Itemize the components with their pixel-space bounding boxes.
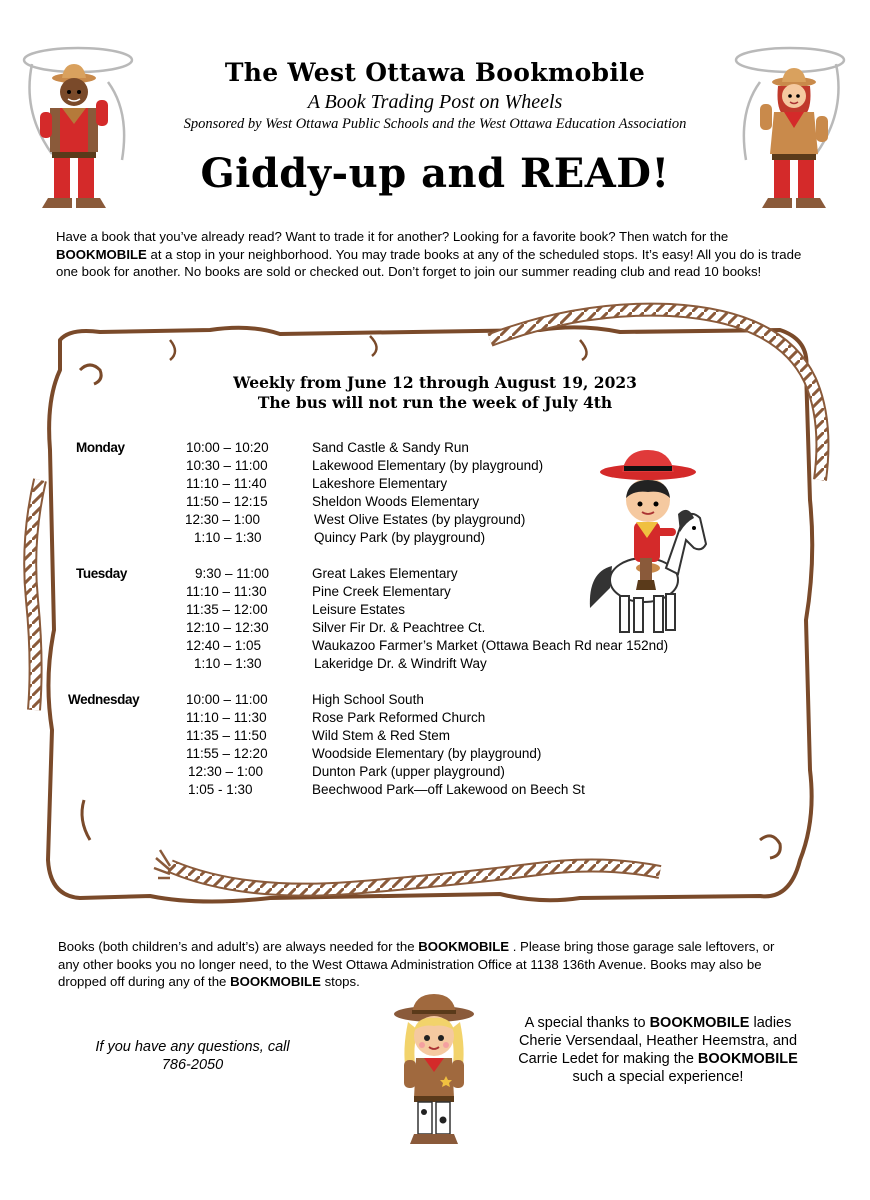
- stop-time: 9:30 – 11:00: [195, 566, 270, 581]
- stop-time: 1:05 - 1:30: [188, 782, 253, 797]
- cowgirl-icon: [388, 990, 480, 1150]
- stop-place: West Olive Estates (by playground): [314, 512, 526, 527]
- books-paragraph: [58, 938, 798, 991]
- books-text-continued: . Please bring those garage sale leftovers, or any other books you no longer need, to the West Ottawa Administration Office at 1138 136th Avenue. Books may also be dropped off during any of the: [58, 939, 775, 989]
- day-label-wednesday: Wednesday: [68, 692, 140, 707]
- stop-time: 11:55 – 12:20: [186, 746, 268, 761]
- stop-place: Quincy Park (by playground): [314, 530, 486, 545]
- stop-time: 11:50 – 12:15: [186, 494, 268, 509]
- intro-text-continued: at a stop in your neighborhood. You may trade books at any of the scheduled stops. It’s easy! All you do is trade one book for another. No books are sold or checked out. Don’t forget to join our summer reading club and read 10 books!: [56, 246, 802, 279]
- headline: Giddy-up and READ!: [200, 150, 670, 197]
- stop-place: Lakeshore Elementary: [312, 476, 448, 491]
- thanks-message: [518, 1014, 798, 1086]
- stop-place: Sheldon Woods Elementary: [312, 494, 480, 509]
- schedule-exception: The bus will not run the week of July 4th: [257, 393, 613, 412]
- questions-contact: [80, 1038, 305, 1074]
- schedule-dates: Weekly from June 12 through August 19, 2023: [233, 373, 637, 392]
- books-bookmobile-2: BOOKMOBILE: [230, 974, 321, 989]
- cowgirl-with-lasso-icon: [732, 42, 850, 214]
- stop-place: Silver Fir Dr. & Peachtree Ct.: [312, 620, 486, 635]
- stop-time: 1:10 – 1:30: [194, 656, 262, 671]
- stop-time: 12:30 – 1:00: [185, 512, 261, 527]
- thanks-bookmobile: BOOKMOBILE: [649, 1015, 750, 1031]
- stop-time: 11:35 – 12:00: [186, 602, 268, 617]
- books-text-end: stops.: [320, 974, 360, 989]
- intro-paragraph: [56, 228, 816, 281]
- stop-place: Beechwood Park—off Lakewood on Beech St: [312, 782, 585, 797]
- intro-text: Have a book that you’ve already read? Want to trade it for another? Looking for a favorite book? Then watch for the: [56, 229, 729, 244]
- page-title: The West Ottawa Bookmobile: [224, 58, 646, 87]
- stop-place: Great Lakes Elementary: [312, 566, 458, 581]
- thanks-text: A special thanks to: [524, 1015, 650, 1031]
- stop-time: 10:00 – 10:20: [186, 440, 269, 455]
- stop-place: Dunton Park (upper playground): [312, 764, 505, 779]
- stop-time: 12:30 – 1:00: [188, 764, 264, 779]
- books-text: Books (both children’s and adult’s) are always needed for the: [58, 939, 419, 954]
- day-label-monday: Monday: [76, 440, 125, 455]
- sponsor-line: Sponsored by West Ottawa Public Schools and the West Ottawa Education Association: [183, 116, 687, 132]
- stop-time: 11:10 – 11:40: [186, 476, 267, 491]
- stop-time: 10:30 – 11:00: [186, 458, 268, 473]
- stop-time: 11:35 – 11:50: [186, 728, 267, 743]
- stop-place: Pine Creek Elementary: [312, 584, 451, 599]
- books-bookmobile: BOOKMOBILE: [418, 939, 510, 954]
- stop-place: High School South: [312, 692, 424, 707]
- day-label-tuesday: Tuesday: [76, 566, 127, 581]
- stop-time: 12:40 – 1:05: [186, 638, 262, 653]
- thanks-text-continued: ladies Cherie Versendaal, Heather Heemstra, and Carrie Ledet for making the: [518, 1015, 798, 1067]
- stop-time: 10:00 – 11:00: [186, 692, 268, 707]
- stop-place: Waukazoo Farmer’s Market (Ottawa Beach Rd near 152nd): [312, 638, 669, 653]
- schedule-heading: [150, 373, 720, 413]
- stop-time: 1:10 – 1:30: [194, 530, 262, 545]
- cowboy-on-horse-icon: [582, 448, 712, 640]
- questions-text: If you have any questions, call: [95, 1039, 290, 1055]
- stop-place: Woodside Elementary (by playground): [312, 746, 542, 761]
- thanks-text-end: such a special experience!: [572, 1069, 744, 1085]
- page-subtitle: A Book Trading Post on Wheels: [307, 91, 563, 113]
- intro-bookmobile: BOOKMOBILE: [56, 246, 147, 262]
- stop-place: Sand Castle & Sandy Run: [312, 440, 469, 455]
- thanks-bookmobile-2: BOOKMOBILE: [697, 1051, 798, 1067]
- stop-place: Rose Park Reformed Church: [312, 710, 486, 725]
- stop-time: 12:10 – 12:30: [186, 620, 269, 635]
- stop-place: Wild Stem & Red Stem: [312, 728, 451, 743]
- stop-place: Leisure Estates: [312, 602, 406, 617]
- stop-place: Lakewood Elementary (by playground): [312, 458, 544, 473]
- stop-time: 11:10 – 11:30: [186, 710, 267, 725]
- stop-place: Lakeridge Dr. & Windrift Way: [314, 656, 487, 671]
- cowboy-with-lasso-icon: [18, 42, 136, 214]
- stop-time: 11:10 – 11:30: [186, 584, 267, 599]
- phone-number: 786-2050: [161, 1057, 224, 1073]
